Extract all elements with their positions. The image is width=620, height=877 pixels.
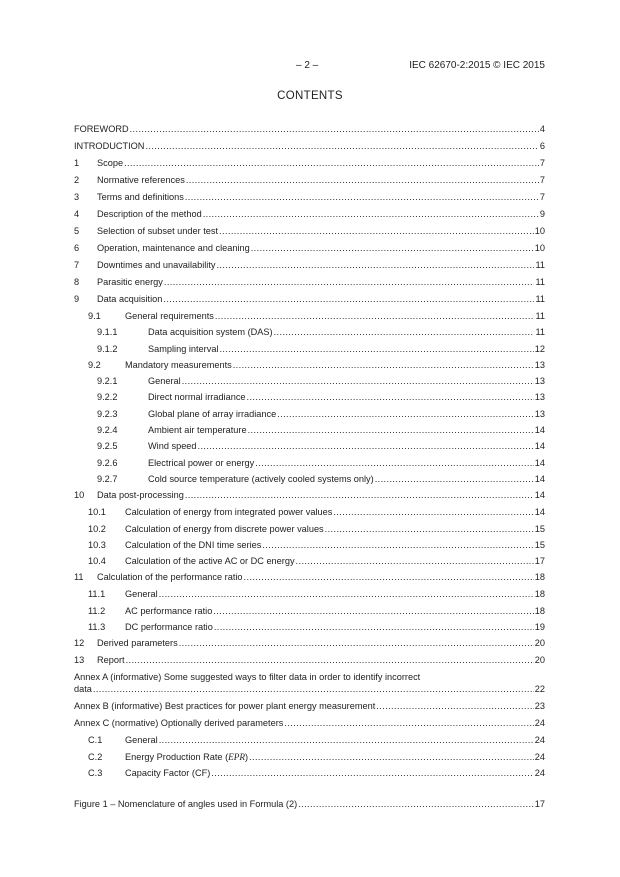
dot-leader bbox=[251, 242, 534, 254]
dot-leader bbox=[262, 539, 533, 551]
toc-entry-page: 14 bbox=[534, 441, 545, 452]
toc-entry-text bbox=[125, 734, 158, 746]
dot-leader bbox=[198, 440, 534, 452]
page-number: – 2 – bbox=[296, 60, 319, 71]
toc-entry-text-part: Sampling interval bbox=[148, 343, 219, 354]
toc-entry-page: 11 bbox=[535, 294, 545, 304]
toc-entry-page: 7 bbox=[539, 158, 545, 168]
dot-leader bbox=[185, 191, 539, 203]
toc-entry[interactable] bbox=[74, 375, 545, 391]
dot-leader bbox=[284, 717, 533, 729]
toc-entry[interactable] bbox=[74, 259, 545, 276]
toc-entry-text-part: Data acquisition bbox=[97, 294, 163, 304]
toc-entry-text-part: General requirements bbox=[125, 311, 214, 321]
toc-entry-text-part: Derived parameters bbox=[97, 638, 178, 649]
toc-entry-number: 9.2.5 bbox=[97, 441, 118, 452]
page-title: CONTENTS bbox=[277, 90, 343, 102]
toc-entry[interactable] bbox=[74, 391, 545, 407]
toc-entry-page: 18 bbox=[534, 589, 545, 600]
toc-entry-text bbox=[125, 310, 214, 322]
dot-leader bbox=[159, 588, 534, 600]
toc-entry[interactable] bbox=[74, 700, 545, 717]
toc-entry[interactable] bbox=[74, 359, 545, 375]
toc-entry[interactable] bbox=[74, 191, 545, 208]
toc-entry[interactable] bbox=[74, 605, 545, 621]
toc-entry[interactable] bbox=[74, 424, 545, 440]
dot-leader bbox=[126, 654, 534, 666]
dot-leader bbox=[213, 605, 533, 617]
toc-entry-number: 9.2.3 bbox=[97, 408, 118, 419]
toc-entry-text bbox=[97, 157, 123, 169]
toc-entry-number: 2 bbox=[74, 175, 80, 185]
toc-entry-text-part: Operation, maintenance and cleaning bbox=[97, 243, 250, 253]
toc-entry-number: 8 bbox=[74, 277, 80, 287]
toc-entry-text-part: ) bbox=[245, 751, 249, 762]
toc-entry[interactable] bbox=[74, 683, 545, 700]
toc-entry-page: 13 bbox=[534, 392, 545, 403]
dot-leader bbox=[247, 391, 534, 403]
dot-leader bbox=[274, 326, 535, 338]
dot-leader bbox=[249, 751, 534, 763]
dot-leader bbox=[182, 375, 534, 387]
toc-entry-number: 9.2.4 bbox=[97, 425, 118, 436]
toc-entry-page: 15 bbox=[534, 539, 545, 550]
toc-entry-page: 11 bbox=[535, 327, 545, 338]
toc-entry[interactable] bbox=[74, 208, 545, 225]
toc-entry-number: C.3 bbox=[88, 767, 103, 778]
toc-entry[interactable] bbox=[74, 440, 545, 456]
toc-entry[interactable] bbox=[74, 734, 545, 750]
toc-entry-text-part: Report bbox=[97, 655, 125, 666]
toc-entry-page: 24 bbox=[534, 718, 545, 729]
toc-entry-text-part: General bbox=[148, 376, 181, 387]
toc-entry-text-part: Normative references bbox=[97, 175, 185, 185]
dot-leader bbox=[185, 489, 534, 501]
toc-entry-number: C.2 bbox=[88, 751, 103, 762]
toc-entry-page: 18 bbox=[534, 605, 545, 616]
toc-entry-text-part: Calculation of the active AC or DC energy bbox=[125, 556, 295, 567]
toc-entry[interactable] bbox=[74, 123, 545, 140]
toc-entry-text bbox=[125, 523, 324, 535]
toc-entry-text-part: Electrical power or energy bbox=[148, 457, 255, 468]
toc-entry[interactable] bbox=[74, 621, 545, 637]
spacer bbox=[74, 783, 545, 798]
toc-entry[interactable] bbox=[74, 751, 545, 767]
toc-entry-page: 22 bbox=[534, 684, 545, 695]
toc-entry-text bbox=[97, 293, 162, 305]
toc-entry-page: 11 bbox=[535, 260, 545, 270]
toc-entry-number: 9.1 bbox=[88, 311, 101, 321]
toc-entry[interactable] bbox=[74, 293, 545, 310]
toc-entry-text-part: Calculation of the DNI time series bbox=[125, 539, 262, 550]
toc-entry[interactable] bbox=[74, 140, 545, 157]
toc-entry-text-part: Data post-processing bbox=[97, 490, 184, 501]
toc-entry-page: 13 bbox=[534, 359, 545, 370]
toc-entry-text bbox=[148, 391, 246, 403]
dot-leader bbox=[216, 259, 534, 271]
toc-entry[interactable] bbox=[74, 717, 545, 734]
toc-entry-text-part: Energy Production Rate ( bbox=[125, 751, 229, 762]
toc-entry-page: 23 bbox=[534, 701, 545, 712]
dot-leader bbox=[255, 457, 534, 469]
toc-entry[interactable] bbox=[74, 588, 545, 604]
toc-entry-page: 14 bbox=[534, 473, 545, 484]
toc-entry-variable: EPR bbox=[228, 751, 246, 762]
toc-entry-text-part: FOREWORD bbox=[74, 124, 129, 134]
toc-entry[interactable] bbox=[74, 157, 545, 174]
toc-entry[interactable] bbox=[74, 539, 545, 555]
toc-entry-text bbox=[97, 637, 178, 649]
toc-entry-text bbox=[97, 191, 184, 203]
toc-entry-page: 18 bbox=[534, 572, 545, 583]
toc-entry[interactable] bbox=[74, 408, 545, 424]
toc-entry-page: 14 bbox=[534, 425, 545, 436]
toc-entry[interactable] bbox=[74, 242, 545, 259]
toc-entry-text-part: Global plane of array irradiance bbox=[148, 408, 277, 419]
toc-entry[interactable] bbox=[74, 523, 545, 539]
dot-leader bbox=[203, 208, 539, 220]
toc-entry-text bbox=[125, 605, 212, 617]
toc-entry-text bbox=[125, 506, 332, 518]
toc-entry-text bbox=[148, 457, 254, 469]
toc-entry-text bbox=[97, 276, 163, 288]
toc-entry-number: 9.1.1 bbox=[97, 327, 118, 338]
toc-entry-text-part: Data acquisition system (DAS) bbox=[148, 327, 273, 338]
toc-entry-number: 5 bbox=[74, 226, 80, 236]
toc-entry-number: 10.2 bbox=[88, 523, 106, 534]
toc-entry-number: 9.2 bbox=[88, 359, 101, 370]
dot-leader bbox=[179, 637, 534, 649]
toc-entry-text-part: Selection of subset under test bbox=[97, 226, 219, 236]
toc-entry[interactable] bbox=[74, 457, 545, 473]
toc-entry[interactable] bbox=[74, 637, 545, 654]
toc-entry-page: 13 bbox=[534, 376, 545, 387]
toc-entry-page: 17 bbox=[534, 556, 545, 567]
figure-entry-text: Figure 1 – Nomenclature of angles used in Formula (2) bbox=[74, 799, 298, 810]
toc-entry-number: 10 bbox=[74, 490, 85, 501]
toc-entry-text-part: Description of the method bbox=[97, 209, 202, 219]
toc-entry-text-part: Downtimes and unavailability bbox=[97, 260, 216, 270]
toc-entry-page: 12 bbox=[534, 343, 545, 354]
toc-entry-text-part: Annex B (informative) Best practices for power plant energy measurement bbox=[74, 701, 376, 712]
toc-entry[interactable] bbox=[74, 571, 545, 588]
toc-entry-number: 11.3 bbox=[88, 622, 106, 633]
toc-entry[interactable] bbox=[74, 489, 545, 506]
toc-entry-text bbox=[97, 208, 202, 220]
toc-entry-text-part: General bbox=[125, 735, 158, 746]
toc-entry-text-part: Annex C (normative) Optionally derived parameters bbox=[74, 718, 284, 729]
toc-entry-text-part: Capacity Factor (CF) bbox=[125, 767, 211, 778]
toc-entry-text bbox=[97, 571, 243, 583]
toc-entry-page: 13 bbox=[534, 408, 545, 419]
dot-leader bbox=[296, 555, 534, 567]
toc-entry-page: 19 bbox=[534, 622, 545, 633]
table-of-contents bbox=[74, 123, 545, 815]
dot-leader bbox=[244, 571, 534, 583]
dot-leader bbox=[159, 734, 534, 746]
toc-entry-page: 11 bbox=[535, 311, 545, 321]
dot-leader bbox=[211, 767, 534, 779]
toc-entry-text bbox=[125, 359, 232, 371]
standard-reference: IEC 62670-2:2015 © IEC 2015 bbox=[409, 60, 545, 71]
toc-entry[interactable] bbox=[74, 326, 545, 342]
toc-entry-text-part: AC performance ratio bbox=[125, 605, 213, 616]
dot-leader bbox=[325, 523, 534, 535]
dot-leader bbox=[219, 225, 534, 237]
toc-entry-number: C.1 bbox=[88, 735, 103, 746]
figure-entry-page: 17 bbox=[534, 799, 545, 810]
toc-entry-page: 14 bbox=[534, 507, 545, 518]
dot-leader bbox=[333, 506, 533, 518]
toc-entry-page: 14 bbox=[534, 490, 545, 501]
toc-entry[interactable] bbox=[74, 767, 545, 783]
toc-entry[interactable] bbox=[74, 654, 545, 671]
toc-entry-page: 4 bbox=[539, 124, 545, 134]
toc-entry[interactable] bbox=[74, 225, 545, 242]
toc-entry-text-part: Terms and definitions bbox=[97, 192, 184, 202]
toc-entry-page: 11 bbox=[535, 277, 545, 287]
toc-entry-text bbox=[148, 343, 218, 355]
toc-entry-text bbox=[148, 473, 374, 485]
toc-entry-text bbox=[97, 654, 125, 666]
dot-leader bbox=[124, 157, 539, 169]
dot-leader bbox=[186, 174, 539, 186]
dot-leader bbox=[163, 293, 534, 305]
toc-entry[interactable] bbox=[74, 343, 545, 359]
toc-entry-text-part: General bbox=[125, 589, 158, 600]
toc-entry[interactable] bbox=[74, 174, 545, 191]
dot-leader bbox=[145, 140, 538, 152]
dot-leader bbox=[219, 343, 533, 355]
toc-entry-text bbox=[74, 140, 144, 152]
toc-entry-number: 12 bbox=[74, 638, 85, 649]
toc-entry-number: 1 bbox=[74, 158, 80, 168]
toc-entry-text bbox=[125, 588, 158, 600]
toc-entry-text-part: Calculation of the performance ratio bbox=[97, 572, 243, 583]
toc-entry-text bbox=[148, 440, 197, 452]
toc-entry[interactable] bbox=[74, 555, 545, 571]
dot-leader bbox=[277, 408, 534, 420]
toc-entry-text bbox=[125, 751, 248, 763]
toc-entry-text-part: INTRODUCTION bbox=[74, 141, 145, 151]
toc-entry-page: 24 bbox=[534, 735, 545, 746]
toc-entry-text bbox=[97, 225, 218, 237]
toc-entry-page: 10 bbox=[534, 226, 545, 236]
toc-entry-text-part: Mandatory measurements bbox=[125, 359, 232, 370]
dot-leader bbox=[130, 123, 539, 135]
dot-leader bbox=[298, 798, 534, 810]
toc-entry-number: 10.4 bbox=[88, 556, 106, 567]
dot-leader bbox=[214, 621, 534, 633]
toc-entry-text-part: Direct normal irradiance bbox=[148, 392, 246, 403]
toc-entry-text bbox=[148, 326, 273, 338]
toc-entry-number: 10.3 bbox=[88, 539, 106, 550]
dot-leader bbox=[375, 473, 534, 485]
toc-entry-text bbox=[125, 621, 213, 633]
toc-entry-number: 11.1 bbox=[88, 589, 106, 600]
dot-leader bbox=[376, 700, 533, 712]
toc-entry-page: 10 bbox=[534, 243, 545, 253]
toc-entry-text-part: Cold source temperature (actively cooled systems only) bbox=[148, 473, 374, 484]
toc-entry[interactable] bbox=[74, 310, 545, 326]
toc-entry-page: 15 bbox=[534, 523, 545, 534]
toc-entry-text bbox=[74, 700, 375, 712]
toc-entry-number: 9.2.1 bbox=[97, 376, 118, 387]
dot-leader bbox=[215, 310, 535, 322]
toc-entry[interactable] bbox=[74, 276, 545, 293]
toc-entry-text-part: Parasitic energy bbox=[97, 277, 163, 287]
toc-entry-number: 9.1.2 bbox=[97, 343, 118, 354]
toc-entry[interactable] bbox=[74, 473, 545, 489]
toc-entry-page: 20 bbox=[534, 638, 545, 649]
toc-entry-number: 6 bbox=[74, 243, 80, 253]
toc-entry-page: 6 bbox=[539, 141, 545, 151]
toc-entry-text bbox=[74, 123, 129, 135]
toc-entry-text-part: Ambient air temperature bbox=[148, 425, 247, 436]
toc-entry-number: 9.2.6 bbox=[97, 457, 118, 468]
toc-entry-page: 9 bbox=[539, 209, 545, 219]
toc-entry-page: 24 bbox=[534, 751, 545, 762]
toc-entry-text bbox=[74, 717, 283, 729]
toc-entry-number: 7 bbox=[74, 260, 80, 270]
toc-entry-text bbox=[148, 375, 181, 387]
toc-entry[interactable] bbox=[74, 506, 545, 522]
toc-entry-number: 4 bbox=[74, 209, 80, 219]
toc-entry-page: 24 bbox=[534, 767, 545, 778]
toc-entry-page: 14 bbox=[534, 457, 545, 468]
toc-entry-page: 20 bbox=[534, 655, 545, 666]
dot-leader bbox=[93, 683, 534, 695]
toc-entry-text bbox=[125, 555, 295, 567]
toc-entry-page: 7 bbox=[539, 192, 545, 202]
dot-leader bbox=[248, 424, 534, 436]
toc-entry-text bbox=[125, 539, 261, 551]
toc-entry-text-part: Calculation of energy from integrated power values bbox=[125, 507, 333, 518]
dot-leader bbox=[164, 276, 535, 288]
toc-entry-text-part: DC performance ratio bbox=[125, 622, 213, 633]
toc-entry-text-part: Calculation of energy from discrete power values bbox=[125, 523, 324, 534]
toc-entry-text-continued: data bbox=[74, 684, 92, 695]
toc-entry-text bbox=[97, 242, 250, 254]
toc-entry-text bbox=[125, 767, 210, 779]
toc-entry-number: 9.2.7 bbox=[97, 473, 118, 484]
toc-entry-text bbox=[97, 489, 184, 501]
toc-entry-number: 11 bbox=[74, 572, 84, 583]
toc-entry-number: 9 bbox=[74, 294, 80, 304]
toc-entry-text bbox=[97, 174, 185, 186]
toc-entry-text bbox=[148, 424, 247, 436]
toc-entry-text bbox=[97, 259, 215, 271]
figure-entry[interactable] bbox=[74, 798, 545, 815]
toc-entry-number: 10.1 bbox=[88, 507, 106, 518]
toc-entry-number: 9.2.2 bbox=[97, 392, 118, 403]
toc-entry-page: 7 bbox=[539, 175, 545, 185]
toc-entry-text-part: Wind speed bbox=[148, 441, 197, 452]
toc-entry-text[interactable]: Annex A (informative) Some suggested ways to filter data in order to identify incorrect bbox=[74, 672, 421, 683]
toc-entry-number: 3 bbox=[74, 192, 80, 202]
toc-entry-number: 13 bbox=[74, 655, 85, 666]
toc-entry-text bbox=[148, 408, 276, 420]
dot-leader bbox=[233, 359, 534, 371]
toc-entry-number: 11.2 bbox=[88, 605, 106, 616]
toc-entry-text-part: Scope bbox=[97, 158, 124, 168]
